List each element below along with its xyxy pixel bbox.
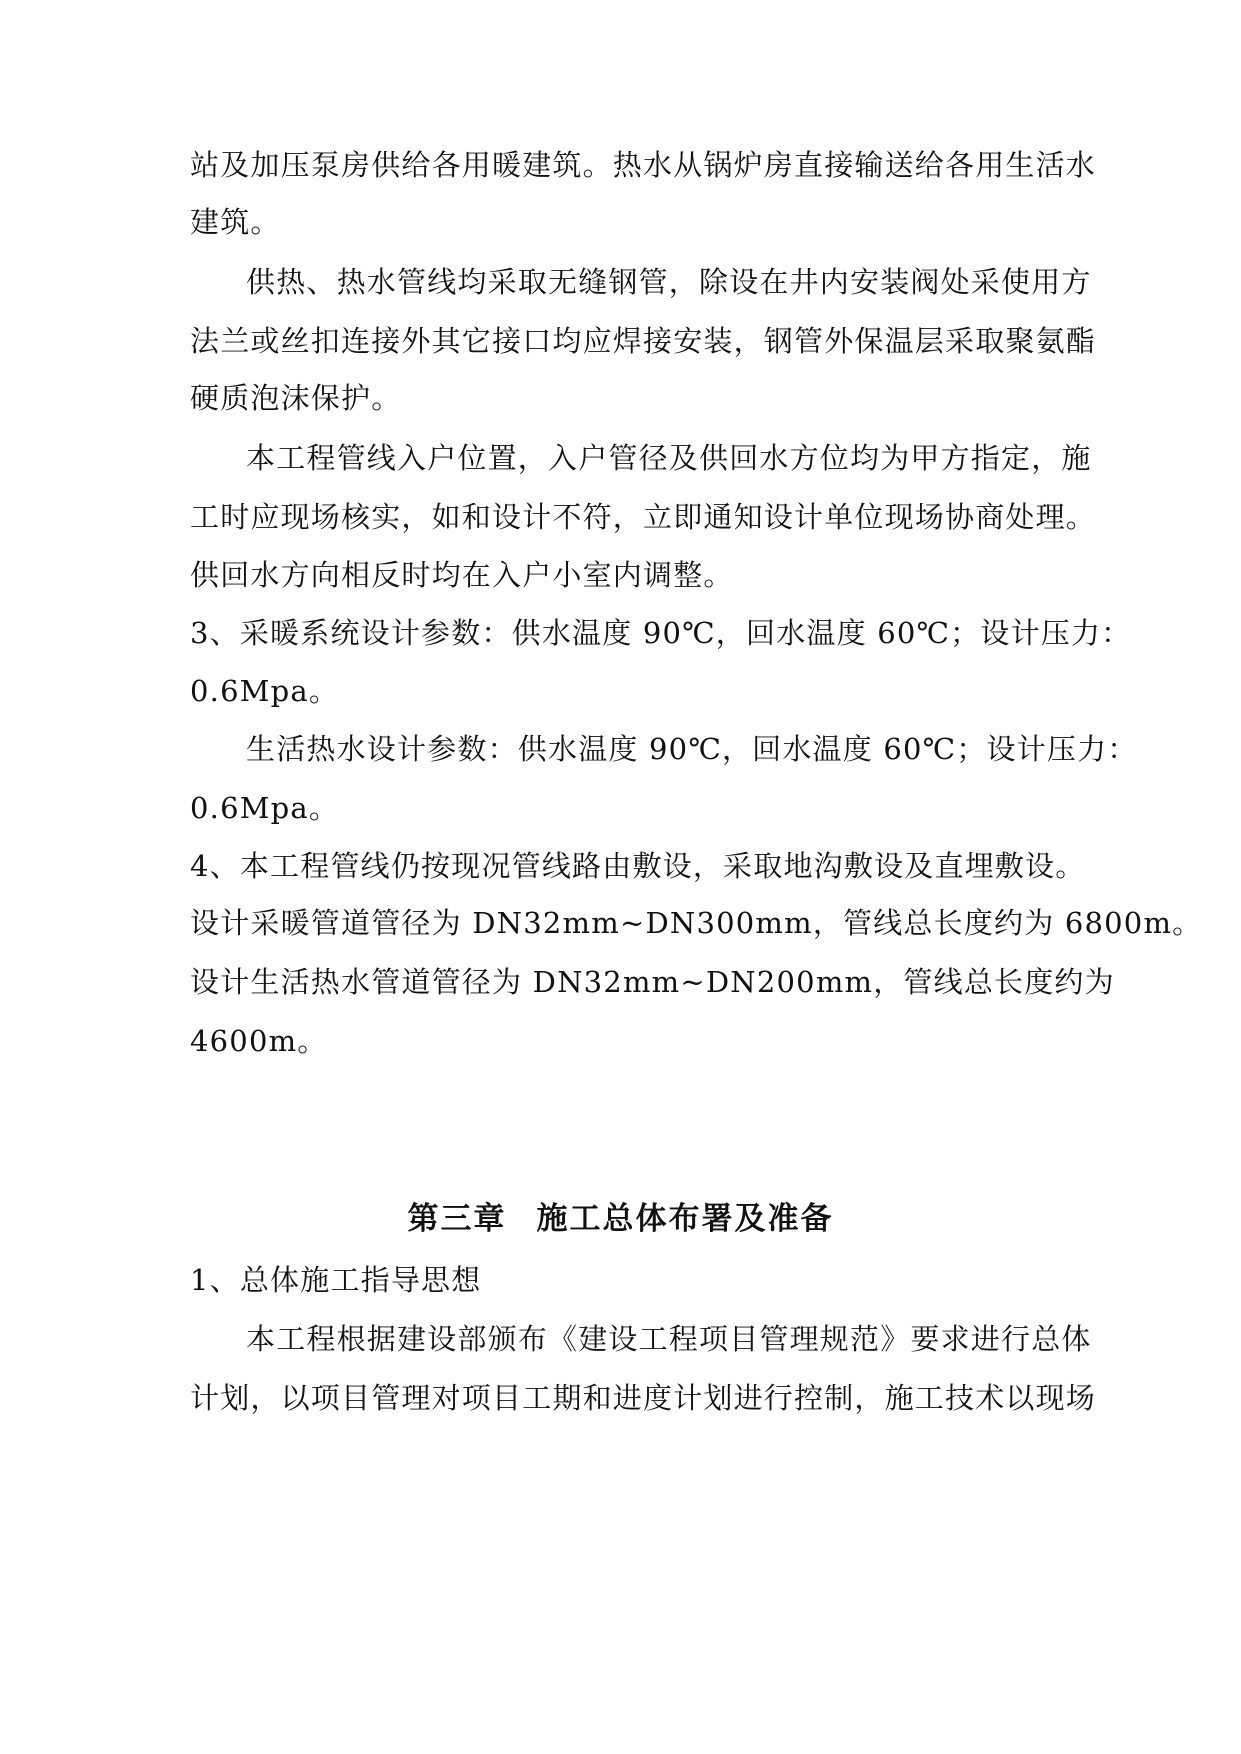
chapter-title: 施工总体布署及准备 (536, 1201, 834, 1237)
item-3-line-1: 3、采暖系统设计参数：供水温度 90℃，回水温度 60℃；设计压力： (190, 616, 1132, 650)
item-4-line-1: 4、本工程管线仍按现况管线路由敷设，采取地沟敷设及直埋敷设。 (190, 849, 1086, 883)
item-4-line-4: 4600m。 (190, 1024, 328, 1058)
paragraph-1-line-2: 建筑。 (190, 205, 281, 239)
paragraph-2-line-3: 硬质泡沫保护。 (190, 381, 402, 415)
paragraph-5-line-1: 本工程根据建设部颁布《建设工程项目管理规范》要求进行总体 (246, 1322, 1092, 1356)
paragraph-5-line-2: 计划，以项目管理对项目工期和进度计划进行控制，施工技术以现场 (190, 1381, 1097, 1415)
chapter-heading (0, 1197, 1241, 1241)
paragraph-3-line-2: 工时应现场核实，如和设计不符，立即通知设计单位现场协商处理。 (190, 500, 1097, 534)
paragraph-3-line-3: 供回水方向相反时均在入户小室内调整。 (190, 558, 734, 592)
paragraph-2-line-1: 供热、热水管线均采取无缝钢管，除设在井内安装阀处采使用方 (246, 265, 1092, 299)
section-1-heading: 1、总体施工指导思想 (190, 1263, 482, 1297)
paragraph-1-line-1: 站及加压泵房供给各用暖建筑。热水从锅炉房直接输送给各用生活水 (190, 148, 1097, 182)
paragraph-4-line-2: 0.6Mpa。 (190, 791, 340, 825)
paragraph-2-line-2: 法兰或丝扣连接外其它接口均应焊接安装，钢管外保温层采取聚氨酯 (190, 324, 1097, 358)
item-4-line-2: 设计采暖管道管径为 DN32mm~DN300mm，管线总长度约为 6800m。 (190, 906, 1203, 940)
paragraph-3-line-1: 本工程管线入户位置，入户管径及供回水方位均为甲方指定，施 (246, 441, 1092, 475)
item-3-line-2: 0.6Mpa。 (190, 674, 340, 708)
chapter-number: 第三章 (407, 1201, 507, 1237)
item-4-line-3: 设计生活热水管道管径为 DN32mm~DN200mm，管线总长度约为 (190, 965, 1115, 999)
paragraph-4-line-1: 生活热水设计参数：供水温度 90℃，回水温度 60℃；设计压力： (246, 732, 1138, 766)
